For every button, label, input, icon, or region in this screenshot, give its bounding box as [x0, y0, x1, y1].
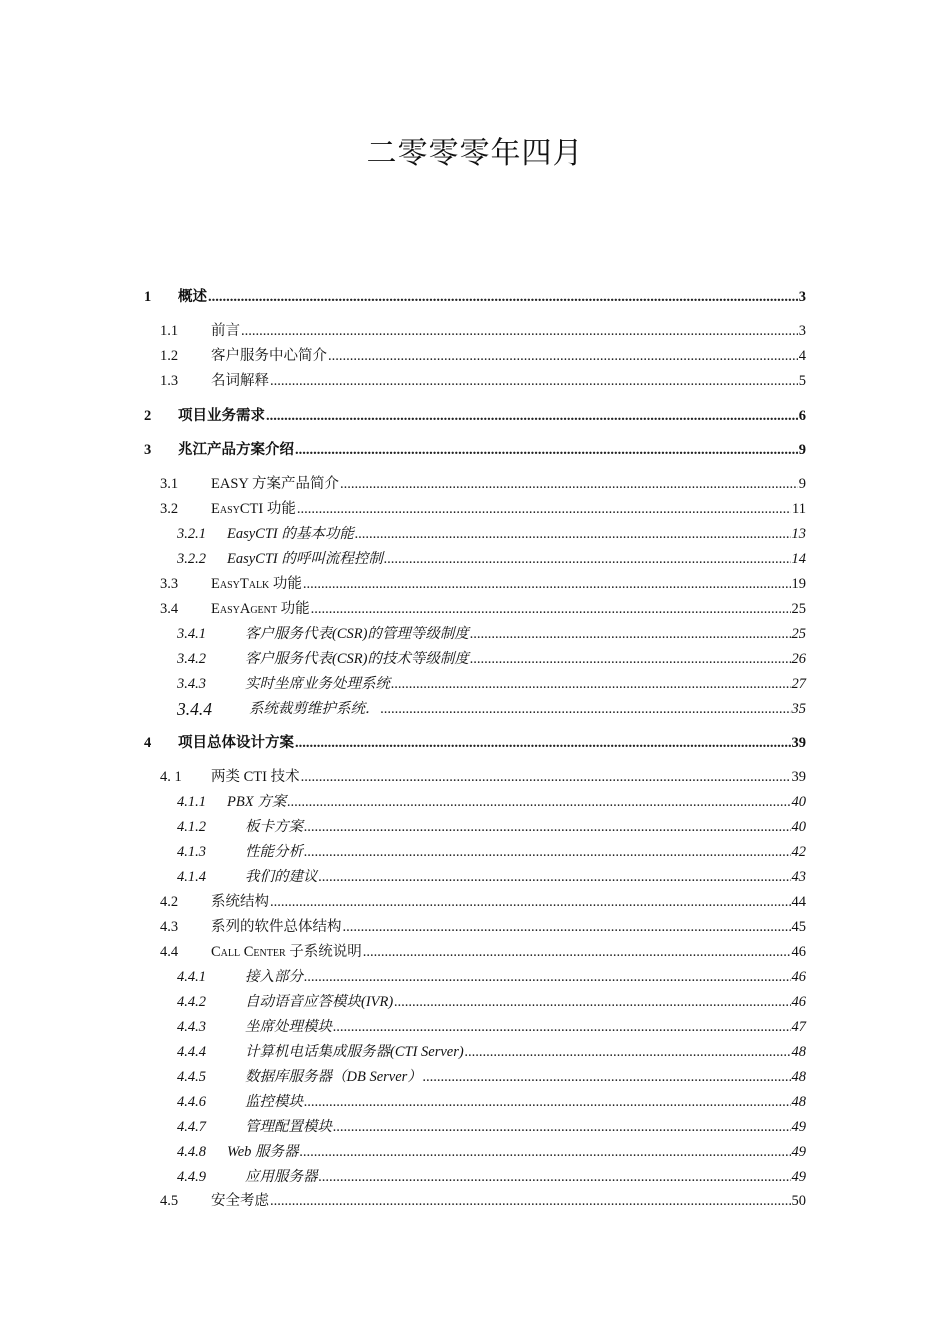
toc-leader-dots [270, 370, 798, 392]
toc-entry[interactable] [0, 648, 950, 670]
toc-entry-label: 计算机电话集成服务器(CTI Server) [245, 1044, 464, 1060]
toc-entry-number: 3.4.4 [177, 699, 212, 719]
toc-entry-page: 11 [792, 501, 806, 517]
toc-entry-page: 42 [791, 844, 806, 860]
toc-entry-number: 4.2 [160, 894, 179, 910]
toc-leader-dots [333, 1016, 791, 1038]
toc-entry-page: 46 [791, 994, 806, 1010]
toc-entry-label: EasyTalk 功能 [211, 576, 302, 592]
toc-entry-page: 25 [791, 601, 806, 617]
toc-entry[interactable] [0, 1116, 950, 1138]
toc-entry-number: 4. 1 [160, 769, 182, 785]
toc-entry-label: 客户服务代表(CSR)的管理等级制度 [245, 626, 469, 642]
toc-entry-label: 性能分析 [245, 844, 303, 860]
toc-entry[interactable] [0, 698, 950, 720]
toc-entry-label: PBX 方案 [227, 794, 287, 810]
toc-entry-number: 4.5 [160, 1193, 179, 1209]
toc-entry[interactable] [0, 1066, 950, 1088]
toc-entry-number: 3.2 [160, 501, 179, 517]
toc-entry-page: 4 [798, 348, 806, 364]
toc-entry-number: 4.4.8 [177, 1144, 206, 1160]
toc-leader-dots [311, 598, 791, 620]
toc-entry[interactable] [0, 439, 950, 461]
toc-leader-dots [381, 698, 791, 720]
toc-leader-dots [328, 345, 798, 367]
toc-entry-label: Web 服务器 [227, 1144, 299, 1160]
toc-entry-page: 48 [791, 1044, 806, 1060]
toc-leader-dots [304, 966, 791, 988]
toc-entry-label: Call Center 子系统说明 [211, 944, 362, 960]
toc-entry[interactable] [0, 1091, 950, 1113]
toc-entry-number: 3.4 [160, 601, 179, 617]
toc-entry-page: 50 [791, 1193, 806, 1209]
toc-entry[interactable] [0, 548, 950, 570]
toc-entry-page: 27 [791, 676, 806, 692]
toc-leader-dots [295, 732, 791, 754]
toc-entry-label: EasyCTI 的基本功能 [227, 526, 354, 542]
toc-entry-page: 46 [791, 969, 806, 985]
toc-entry-number: 4.4.1 [177, 969, 206, 985]
toc-entry-label: EasyAgent 功能 [211, 601, 310, 617]
toc-entry-page: 9 [798, 442, 806, 458]
toc-entry-label: 我们的建议 [245, 869, 318, 885]
toc-entry-label: 系列的软件总体结构 [211, 919, 342, 935]
toc-leader-dots [355, 523, 791, 545]
toc-entry-page: 45 [791, 919, 806, 935]
toc-entry-page: 49 [791, 1144, 806, 1160]
toc-entry-number: 1 [144, 289, 152, 305]
toc-entry-label: 应用服务器 [245, 1169, 318, 1185]
toc-entry-number: 4.1.1 [177, 794, 206, 810]
toc-entry-page: 26 [791, 651, 806, 667]
toc-entry-number: 1.1 [160, 323, 179, 339]
toc-entry[interactable] [0, 966, 950, 988]
toc-entry-label: 客户服务中心简介 [211, 348, 327, 364]
toc-entry-page: 5 [798, 373, 806, 389]
toc-entry[interactable] [0, 1041, 950, 1063]
toc-entry-page: 19 [791, 576, 806, 592]
toc-entry-number: 3.4.3 [177, 676, 206, 692]
toc-entry-label: 概述 [178, 289, 207, 305]
toc-entry[interactable] [0, 941, 950, 963]
toc-entry-label: 兆江产品方案介绍 [178, 442, 294, 458]
toc-entry-label: EASY 方案产品简介 [211, 476, 339, 492]
toc-entry[interactable] [0, 1016, 950, 1038]
toc-entry-number: 3.4.1 [177, 626, 206, 642]
toc-entry[interactable] [0, 916, 950, 938]
toc-entry-page: 40 [791, 794, 806, 810]
toc-entry-page: 25 [791, 626, 806, 642]
toc-entry-page: 48 [791, 1069, 806, 1085]
toc-leader-dots [470, 623, 791, 645]
toc-entry[interactable] [0, 866, 950, 888]
toc-entry-number: 4.4.6 [177, 1094, 206, 1110]
toc-leader-dots [343, 916, 791, 938]
toc-leader-dots [465, 1041, 791, 1063]
toc-entry-number: 3.1 [160, 476, 179, 492]
toc-entry-label: 项目业务需求 [178, 408, 265, 424]
toc-entry-label: 数据库服务器（DB Server） [245, 1069, 422, 1085]
toc-entry[interactable] [0, 732, 950, 754]
toc-leader-dots [295, 439, 798, 461]
toc-leader-dots [270, 1190, 791, 1212]
toc-entry[interactable] [0, 320, 950, 342]
toc-leader-dots [301, 766, 791, 788]
toc-entry-page: 6 [798, 408, 806, 424]
toc-entry[interactable] [0, 991, 950, 1013]
toc-entry[interactable] [0, 473, 950, 495]
toc-entry-page: 43 [791, 869, 806, 885]
toc-entry-page: 49 [791, 1169, 806, 1185]
toc-entry-number: 4.1.3 [177, 844, 206, 860]
toc-leader-dots [319, 866, 791, 888]
toc-entry-label: 系统结构 [211, 894, 269, 910]
toc-entry-page: 39 [791, 769, 806, 785]
toc-leader-dots [384, 548, 791, 570]
toc-entry-label: 板卡方案 [245, 819, 303, 835]
toc-entry-label: 系统裁剪维护系统． [249, 701, 380, 717]
toc-leader-dots [266, 405, 798, 427]
page-title: 二零零零年四月 [366, 136, 584, 171]
toc-leader-dots [470, 648, 791, 670]
toc-entry-number: 3.4.2 [177, 651, 206, 667]
toc-leader-dots [391, 673, 791, 695]
toc-entry[interactable] [0, 841, 950, 863]
toc-entry[interactable] [0, 523, 950, 545]
toc-entry[interactable] [0, 405, 950, 427]
toc-entry[interactable] [0, 816, 950, 838]
toc-entry-page: 39 [791, 735, 806, 751]
toc-entry-page: 47 [791, 1019, 806, 1035]
toc-entry-page: 40 [791, 819, 806, 835]
toc-entry-label: 坐席处理模块 [245, 1019, 332, 1035]
toc-entry[interactable] [0, 673, 950, 695]
toc-entry-number: 3.2.2 [177, 551, 206, 567]
toc-entry-number: 4.4.4 [177, 1044, 206, 1060]
toc-leader-dots [241, 320, 798, 342]
toc-entry[interactable] [0, 623, 950, 645]
toc-entry-label: 自动语音应答模块(IVR) [245, 994, 394, 1010]
toc-leader-dots [287, 791, 790, 813]
toc-leader-dots [333, 1116, 791, 1138]
toc-entry-number: 4.1.4 [177, 869, 206, 885]
toc-entry[interactable] [0, 791, 950, 813]
toc-leader-dots [340, 473, 798, 495]
toc-leader-dots [304, 816, 791, 838]
toc-entry[interactable] [0, 370, 950, 392]
toc-entry-label: EasyCTI 功能 [211, 501, 296, 517]
toc-entry-page: 44 [791, 894, 806, 910]
toc-leader-dots [303, 573, 791, 595]
toc-entry-number: 2 [144, 408, 152, 424]
toc-entry-label: 项目总体设计方案 [178, 735, 294, 751]
toc-entry-number: 4 [144, 735, 152, 751]
toc-entry[interactable] [0, 766, 950, 788]
toc-entry-page: 49 [791, 1119, 806, 1135]
toc-entry[interactable] [0, 1190, 950, 1212]
toc-entry-label: 前言 [211, 323, 240, 339]
toc-entry[interactable] [0, 891, 950, 913]
toc-entry-number: 4.1.2 [177, 819, 206, 835]
toc-entry-number: 4.4.2 [177, 994, 206, 1010]
toc-leader-dots [304, 841, 791, 863]
toc-entry-page: 14 [791, 551, 806, 567]
toc-entry-label: 接入部分 [245, 969, 303, 985]
toc-entry-page: 3 [798, 289, 806, 305]
toc-entry-label: 名词解释 [211, 373, 269, 389]
toc-entry-page: 3 [798, 323, 806, 339]
toc-entry-number: 3.2.1 [177, 526, 206, 542]
toc-entry-page: 35 [791, 701, 806, 717]
toc-entry-label: 两类 CTI 技术 [211, 769, 300, 785]
toc-entry-number: 1.3 [160, 373, 179, 389]
toc-entry-number: 4.3 [160, 919, 179, 935]
toc-leader-dots [394, 991, 790, 1013]
toc-entry-label: 实时坐席业务处理系统 [245, 676, 390, 692]
toc-entry[interactable] [0, 1141, 950, 1163]
toc-entry-number: 3.3 [160, 576, 179, 592]
toc-entry-number: 4.4 [160, 944, 179, 960]
toc-entry-number: 1.2 [160, 348, 179, 364]
toc-entry[interactable] [0, 598, 950, 620]
toc-entry-number: 4.4.7 [177, 1119, 206, 1135]
toc-entry-label: 监控模块 [245, 1094, 303, 1110]
toc-entry-label: 客户服务代表(CSR)的技术等级制度 [245, 651, 469, 667]
toc-entry-page: 13 [791, 526, 806, 542]
toc-entry-number: 3 [144, 442, 152, 458]
toc-entry[interactable] [0, 1166, 950, 1188]
toc-entry-label: 管理配置模块 [245, 1119, 332, 1135]
toc-entry[interactable] [0, 573, 950, 595]
toc-leader-dots [270, 891, 791, 913]
toc-entry-number: 4.4.9 [177, 1169, 206, 1185]
toc-entry[interactable] [0, 498, 950, 520]
toc-entry-page: 46 [791, 944, 806, 960]
toc-entry-label: EasyCTI 的呼叫流程控制 [227, 551, 383, 567]
toc-entry-label: 安全考虑 [211, 1193, 269, 1209]
toc-entry-page: 9 [798, 476, 806, 492]
toc-entry-page: 48 [791, 1094, 806, 1110]
toc-leader-dots [423, 1066, 791, 1088]
toc-leader-dots [208, 286, 798, 308]
toc-entry-number: 4.4.3 [177, 1019, 206, 1035]
toc-leader-dots [300, 1141, 791, 1163]
toc-entry[interactable] [0, 286, 950, 308]
toc-leader-dots [297, 498, 791, 520]
toc-leader-dots [304, 1091, 791, 1113]
toc-entry[interactable] [0, 345, 950, 367]
toc-entry-number: 4.4.5 [177, 1069, 206, 1085]
toc-leader-dots [319, 1166, 791, 1188]
toc-leader-dots [363, 941, 791, 963]
